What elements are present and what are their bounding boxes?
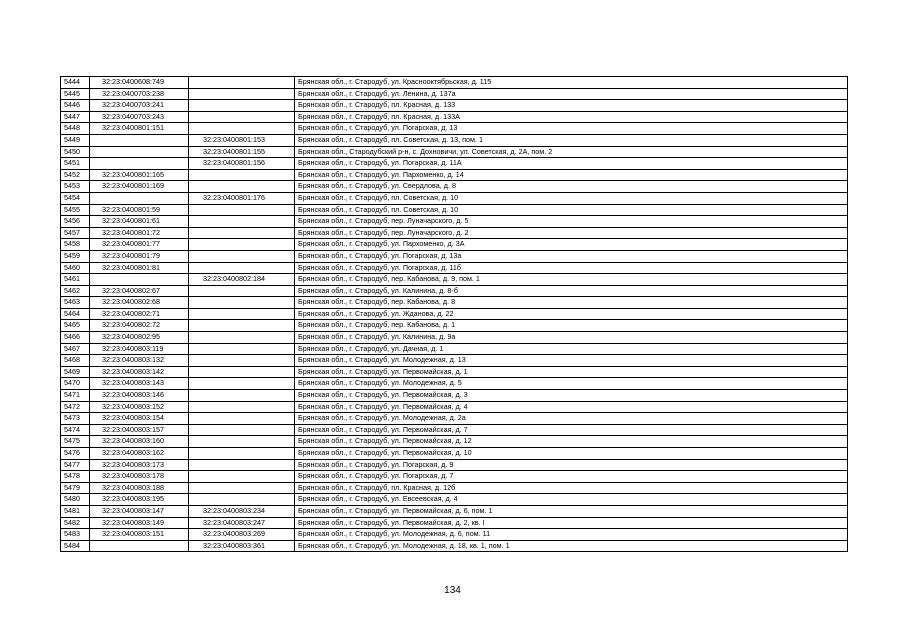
table-row [61,390,848,402]
cadastral-number-cell: 32:23:0400803:143 [90,378,189,390]
row-number-cell: 5477 [61,459,90,471]
cadastral-number-cell: 32:23:0400801:165 [90,169,189,181]
row-number-cell: 5461 [61,274,90,286]
address-cell: Брянская обл., г. Стародуб, ул. Первомайская, д. 12 [295,436,848,448]
row-number-cell: 5462 [61,285,90,297]
table-row [61,158,848,170]
address-cell: Брянская обл., г. Стародуб, ул. Пархоменко, д. 3А [295,239,848,251]
table-row [61,320,848,332]
cadastral-number-2-cell [189,459,295,471]
row-number-cell: 5453 [61,181,90,193]
table-row [61,192,848,204]
cadastral-number-cell: 32:23:0400803:188 [90,482,189,494]
address-cell: Брянская обл., г. Стародуб, пл. Советская, д. 13, пом. 1 [295,134,848,146]
row-number-cell: 5484 [61,540,90,552]
cadastral-number-cell: 32:23:0400803:119 [90,343,189,355]
cadastral-number-cell: 32:23:0400802:72 [90,320,189,332]
row-number-cell: 5457 [61,227,90,239]
registry-table-body [61,77,848,552]
page-number: 134 [444,585,461,596]
address-cell: Брянская обл., г. Стародуб, ул. Погарская, д. 9 [295,459,848,471]
address-cell: Брянская обл., г. Стародуб, пер. Кабанова, д. 1 [295,320,848,332]
cadastral-number-2-cell: 32:23:0400803:361 [189,540,295,552]
cadastral-number-2-cell: 32:23:0400801:153 [189,134,295,146]
table-row [61,366,848,378]
address-cell: Брянская обл., г. Стародуб, ул. Молодежная, д. 2а [295,413,848,425]
row-number-cell: 5456 [61,216,90,228]
cadastral-number-cell: 32:23:0400608:749 [90,77,189,89]
cadastral-number-cell: 32:23:0400703:241 [90,100,189,112]
cadastral-number-cell: 32:23:0400803:178 [90,471,189,483]
cadastral-number-2-cell [189,355,295,367]
cadastral-number-cell: 32:23:0400703:238 [90,88,189,100]
table-row [61,216,848,228]
cadastral-number-2-cell [189,320,295,332]
address-cell: Брянская обл., г. Стародуб, пл. Красная, д. 133 [295,100,848,112]
row-number-cell: 5468 [61,355,90,367]
address-cell: Брянская обл., г. Стародуб, ул. Дачная, д. 1 [295,343,848,355]
address-cell: Брянская обл., г. Стародуб, ул. Калинина, д. 9а [295,332,848,344]
row-number-cell: 5466 [61,332,90,344]
cadastral-number-cell: 32:23:0400803:152 [90,401,189,413]
cadastral-number-cell: 32:23:0400801:61 [90,216,189,228]
registry-table [60,76,848,552]
cadastral-number-cell: 32:23:0400803:154 [90,413,189,425]
cadastral-number-2-cell [189,494,295,506]
cadastral-number-2-cell [189,169,295,181]
address-cell: Брянская обл., г. Стародуб, ул. Первомайская, д. 2, кв. I [295,517,848,529]
row-number-cell: 5476 [61,448,90,460]
table-row [61,134,848,146]
cadastral-number-2-cell [189,111,295,123]
cadastral-number-2-cell [189,424,295,436]
row-number-cell: 5475 [61,436,90,448]
cadastral-number-cell: 32:23:0400802:95 [90,332,189,344]
row-number-cell: 5449 [61,134,90,146]
cadastral-number-2-cell [189,285,295,297]
row-number-cell: 5467 [61,343,90,355]
cadastral-number-cell: 32:23:0400803:195 [90,494,189,506]
row-number-cell: 5460 [61,262,90,274]
row-number-cell: 5465 [61,320,90,332]
cadastral-number-2-cell [189,181,295,193]
cadastral-number-2-cell [189,239,295,251]
row-number-cell: 5469 [61,366,90,378]
cadastral-number-2-cell: 32:23:0400801:155 [189,146,295,158]
row-number-cell: 5464 [61,308,90,320]
cadastral-number-cell: 32:23:0400703:243 [90,111,189,123]
table-row [61,529,848,541]
table-row [61,274,848,286]
cadastral-number-cell: 32:23:0400801:81 [90,262,189,274]
table-row [61,123,848,135]
row-number-cell: 5473 [61,413,90,425]
cadastral-number-cell: 32:23:0400801:79 [90,250,189,262]
cadastral-number-2-cell [189,308,295,320]
cadastral-number-2-cell [189,332,295,344]
row-number-cell: 5480 [61,494,90,506]
address-cell: Брянская обл., г. Стародуб, пл. Красная, д. 12б [295,482,848,494]
address-cell: Брянская обл., г. Стародуб, ул. Погарская, д. 13 [295,123,848,135]
cadastral-number-2-cell: 32:23:0400801:156 [189,158,295,170]
row-number-cell: 5483 [61,529,90,541]
cadastral-number-cell: 32:23:0400802:67 [90,285,189,297]
row-number-cell: 5459 [61,250,90,262]
table-row [61,378,848,390]
row-number-cell: 5463 [61,297,90,309]
cadastral-number-2-cell: 32:23:0400801:176 [189,192,295,204]
cadastral-number-2-cell [189,123,295,135]
table-row [61,540,848,552]
cadastral-number-cell: 32:23:0400803:160 [90,436,189,448]
row-number-cell: 5445 [61,88,90,100]
cadastral-number-2-cell [189,100,295,112]
address-cell: Брянская обл., г. Стародуб, ул. Первомайская, д. 4 [295,401,848,413]
cadastral-number-cell: 32:23:0400801:59 [90,204,189,216]
table-row [61,482,848,494]
row-number-cell: 5444 [61,77,90,89]
cadastral-number-cell [90,158,189,170]
row-number-cell: 5458 [61,239,90,251]
table-row [61,401,848,413]
cadastral-number-2-cell [189,482,295,494]
table-row [61,262,848,274]
row-number-cell: 5472 [61,401,90,413]
cadastral-number-2-cell: 32:23:0400803:247 [189,517,295,529]
cadastral-number-2-cell [189,204,295,216]
address-cell: Брянская обл., г. Стародуб, ул. Пархоменко, д. 14 [295,169,848,181]
address-cell: Брянская обл., г. Стародуб, ул. Первомайская, д. 3 [295,390,848,402]
address-cell: Брянская обл., г. Стародуб, ул. Краснооктябрьская, д. 115 [295,77,848,89]
table-row [61,250,848,262]
cadastral-number-2-cell [189,448,295,460]
cadastral-number-cell: 32:23:0400801:72 [90,227,189,239]
table-row [61,308,848,320]
cadastral-number-2-cell [189,216,295,228]
cadastral-number-cell: 32:23:0400803:157 [90,424,189,436]
cadastral-number-2-cell: 32:23:0400803:234 [189,505,295,517]
table-row [61,459,848,471]
row-number-cell: 5455 [61,204,90,216]
row-number-cell: 5452 [61,169,90,181]
table-row [61,471,848,483]
address-cell: Брянская обл., г. Стародуб, ул. Калинина, д. 8-б [295,285,848,297]
row-number-cell: 5447 [61,111,90,123]
row-number-cell: 5454 [61,192,90,204]
cadastral-number-cell: 32:23:0400801:169 [90,181,189,193]
table-row [61,111,848,123]
address-cell: Брянская обл., Стародубский р-н, с. Дохновичи, ул. Советская, д. 2А, пом. 2 [295,146,848,158]
cadastral-number-2-cell [189,297,295,309]
table-row [61,505,848,517]
address-cell: Брянская обл., г. Стародуб, ул. Первомайская, д. 1 [295,366,848,378]
table-row [61,517,848,529]
cadastral-number-cell: 32:23:0400801:77 [90,239,189,251]
cadastral-number-2-cell [189,401,295,413]
cadastral-number-cell: 32:23:0400803:146 [90,390,189,402]
cadastral-number-cell [90,146,189,158]
row-number-cell: 5478 [61,471,90,483]
row-number-cell: 5481 [61,505,90,517]
address-cell: Брянская обл., г. Стародуб, ул. Погарская, д. 11А [295,158,848,170]
cadastral-number-cell: 32:23:0400802:68 [90,297,189,309]
row-number-cell: 5446 [61,100,90,112]
cadastral-number-cell [90,274,189,286]
row-number-cell: 5450 [61,146,90,158]
table-row [61,88,848,100]
table-row [61,204,848,216]
cadastral-number-2-cell [189,77,295,89]
row-number-cell: 5448 [61,123,90,135]
registry-table-container [60,76,847,552]
row-number-cell: 5470 [61,378,90,390]
address-cell: Брянская обл., г. Стародуб, ул. Первомайская, д. 7 [295,424,848,436]
cadastral-number-cell: 32:23:0400803:142 [90,366,189,378]
address-cell: Брянская обл., г. Стародуб, ул. Молодежная, д. 6, пом. 11 [295,529,848,541]
cadastral-number-cell: 32:23:0400801:151 [90,123,189,135]
cadastral-number-2-cell: 32:23:0400803:269 [189,529,295,541]
address-cell: Брянская обл., г. Стародуб, пл. Советская, д. 10 [295,204,848,216]
cadastral-number-2-cell [189,413,295,425]
address-cell: Брянская обл., г. Стародуб, ул. Погарская, д. 11б [295,262,848,274]
table-row [61,413,848,425]
address-cell: Брянская обл., г. Стародуб, ул. Погарская, д. 13а [295,250,848,262]
cadastral-number-2-cell [189,436,295,448]
table-row [61,448,848,460]
table-row [61,181,848,193]
cadastral-number-2-cell [189,250,295,262]
cadastral-number-cell: 32:23:0400803:149 [90,517,189,529]
cadastral-number-2-cell [189,262,295,274]
address-cell: Брянская обл., г. Стародуб, пер. Кабанова, д. 8 [295,297,848,309]
row-number-cell: 5471 [61,390,90,402]
row-number-cell: 5482 [61,517,90,529]
table-row [61,239,848,251]
cadastral-number-2-cell [189,366,295,378]
cadastral-number-cell: 32:23:0400803:162 [90,448,189,460]
cadastral-number-2-cell [189,378,295,390]
cadastral-number-cell [90,134,189,146]
address-cell: Брянская обл., г. Стародуб, ул. Первомайская, д. 6, пом. 1 [295,505,848,517]
address-cell: Брянская обл., г. Стародуб, ул. Евсеевская, д. 4 [295,494,848,506]
address-cell: Брянская обл., г. Стародуб, ул. Ленина, д. 137а [295,88,848,100]
table-row [61,146,848,158]
address-cell: Брянская обл., г. Стародуб, ул. Молодежная, д. 18, кв. 1, пом. 1 [295,540,848,552]
cadastral-number-cell: 32:23:0400803:147 [90,505,189,517]
address-cell: Брянская обл., г. Стародуб, ул. Погарская, д. 7 [295,471,848,483]
address-cell: Брянская обл., г. Стародуб, пл. Советская, д. 10 [295,192,848,204]
row-number-cell: 5451 [61,158,90,170]
cadastral-number-cell [90,540,189,552]
table-row [61,285,848,297]
address-cell: Брянская обл., г. Стародуб, пер. Луначарского, д. 2 [295,227,848,239]
address-cell: Брянская обл., г. Стародуб, пл. Красная, д. 133А [295,111,848,123]
address-cell: Брянская обл., г. Стародуб, ул. Жданова, д. 22 [295,308,848,320]
cadastral-number-cell: 32:23:0400803:173 [90,459,189,471]
cadastral-number-cell: 32:23:0400803:132 [90,355,189,367]
cadastral-number-2-cell: 32:23:0400802:184 [189,274,295,286]
cadastral-number-2-cell [189,88,295,100]
cadastral-number-2-cell [189,227,295,239]
address-cell: Брянская обл., г. Стародуб, ул. Первомайская, д. 10 [295,448,848,460]
table-row [61,77,848,89]
table-row [61,436,848,448]
table-row [61,169,848,181]
table-row [61,494,848,506]
row-number-cell: 5479 [61,482,90,494]
row-number-cell: 5474 [61,424,90,436]
table-row [61,355,848,367]
table-row [61,332,848,344]
table-row [61,343,848,355]
cadastral-number-2-cell [189,343,295,355]
cadastral-number-cell: 32:23:0400802:71 [90,308,189,320]
table-row [61,100,848,112]
address-cell: Брянская обл., г. Стародуб, ул. Молодежная, д. 13 [295,355,848,367]
address-cell: Брянская обл., г. Стародуб, ул. Свердлова, д. 8 [295,181,848,193]
table-row [61,227,848,239]
table-row [61,424,848,436]
cadastral-number-cell [90,192,189,204]
cadastral-number-2-cell [189,471,295,483]
address-cell: Брянская обл., г. Стародуб, ул. Молодежная, д. 5 [295,378,848,390]
address-cell: Брянская обл., г. Стародуб, пер. Луначарского, д. 5 [295,216,848,228]
cadastral-number-2-cell [189,390,295,402]
address-cell: Брянская обл., г. Стародуб, пер. Кабанова, д. 9, пом. 1 [295,274,848,286]
cadastral-number-cell: 32:23:0400803:151 [90,529,189,541]
table-row [61,297,848,309]
